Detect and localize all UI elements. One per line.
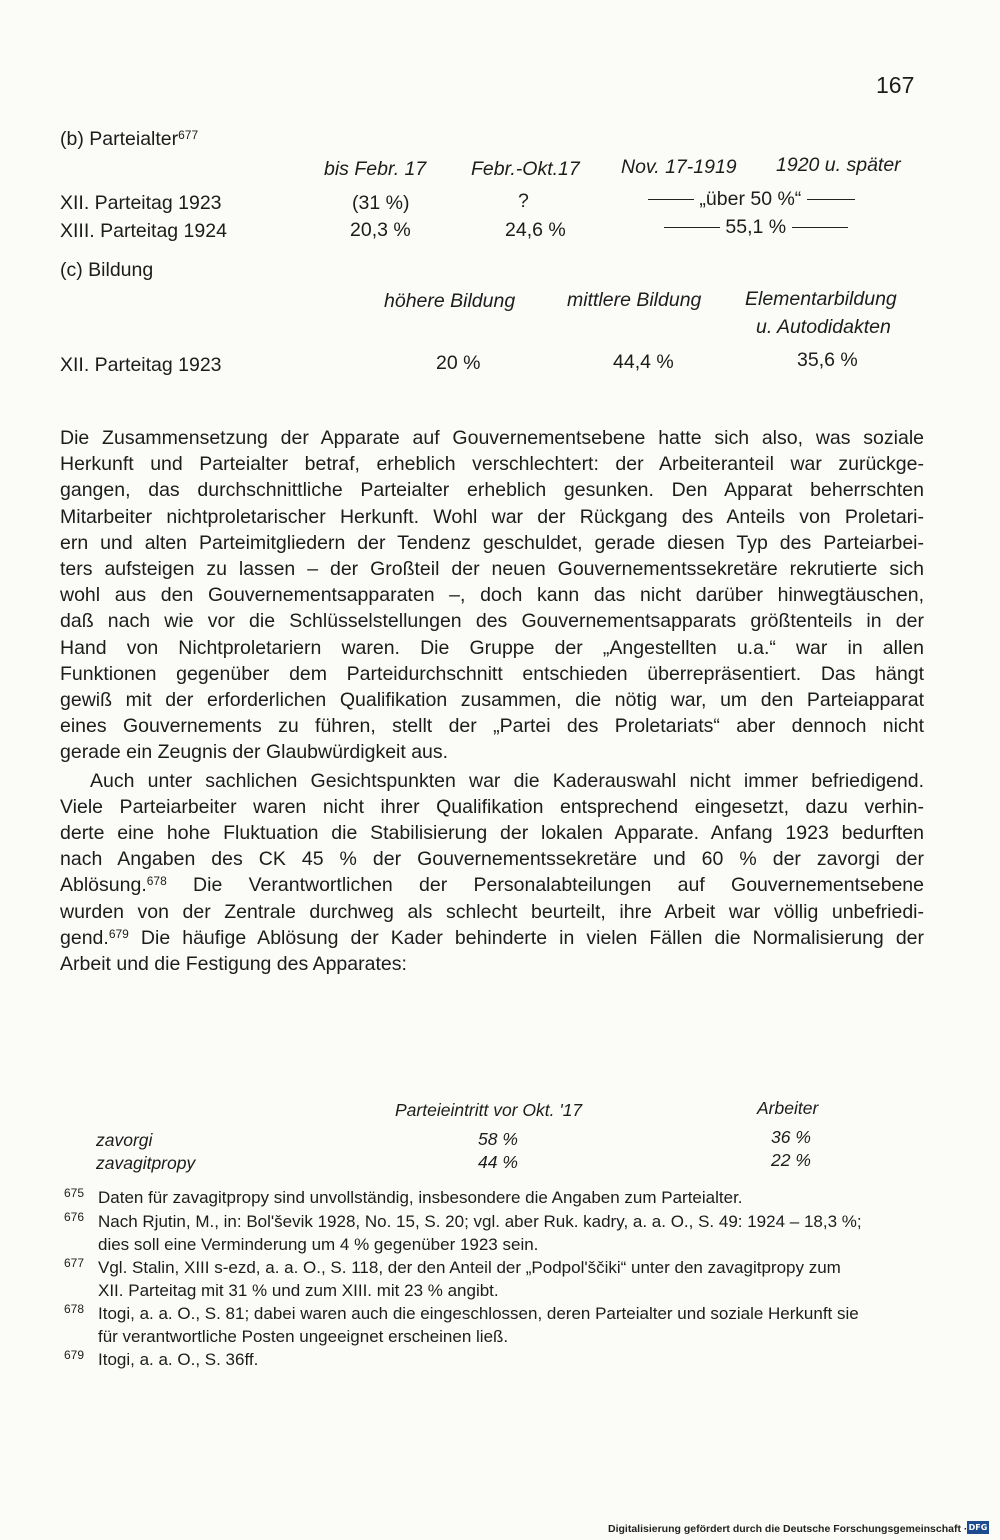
text-fragment: Die häufige Ablösung der Kader behinderte in vielen Fällen die Normalisierung der	[128, 926, 924, 949]
text-line: Viele Parteiarbeiter waren nicht ihrer Qualifikation entsprechend eingesetzt, dazu verhin-	[60, 795, 924, 818]
text-line: Hand von Nichtproletariern waren. Die Gruppe der „Angestellten u.a.“ war in allen	[60, 636, 924, 659]
table-c-row1-c2: 44,4 %	[613, 351, 674, 373]
table2-header-2: Arbeiter	[757, 1098, 819, 1118]
text-line: Funktionen gegenüber dem Parteidurchschnitt entschieden überrepräsentiert. Das hängt	[60, 662, 924, 685]
footnote-text: dies soll eine Verminderung um 4 % gegenüber 1923 sein.	[98, 1235, 539, 1254]
section-b-label	[60, 128, 198, 151]
table2-row2-v1: 44 %	[478, 1152, 518, 1172]
dash-right	[807, 199, 855, 200]
text-line: derte eine hohe Fluktuation die Stabilisierung der lokalen Apparate. Anfang 1923 bedurften	[60, 822, 924, 845]
text-line: Arbeit und die Festigung des Apparates:	[60, 953, 407, 976]
text-line: ters aufsteigen zu lassen – der Großteil der neuen Gouvernementssekretäre rekrutierte sich	[60, 558, 924, 581]
footnote-number: 677	[64, 1256, 85, 1270]
text-line: Herkunft und Parteialter betraf, erheblich verschlechtert: der Arbeiteranteil war zurückge-	[60, 453, 924, 476]
footnote-text: Itogi, a. a. O., S. 81; dabei waren auch die eingeschlossen, deren Parteialter und soziale Herkunft sie	[98, 1304, 859, 1323]
table-b-row2-c1: 20,3 %	[350, 219, 411, 241]
table2-row1-v2: 36 %	[771, 1127, 811, 1147]
text-line: gangen, das durchschnittliche Parteialter erheblich gesunken. Den Apparat beherrschten	[60, 479, 924, 502]
table-b-row1-c34-text: „über 50 %“	[699, 188, 802, 210]
footnote-text: Daten für zavagitpropy sind unvollständig, insbesondere die Angaben zum Parteialter.	[98, 1188, 743, 1207]
table-b-row2-c2: 24,6 %	[505, 219, 566, 241]
dash-left	[648, 199, 694, 200]
table-b-row1-c2: ?	[518, 190, 529, 212]
text-line: gewiß mit der erforderlichen Qualifikation zusammen, die nötig war, um den Parteiapparat	[60, 689, 924, 712]
section-b-label-text: (b) Parteialter	[60, 128, 179, 150]
footnote-text: Nach Rjutin, M., in: Bol'ševik 1928, No. 15, S. 20; vgl. aber Ruk. kadry, a. a. O., S. 49: 1924 – 18,3 %;	[98, 1212, 862, 1231]
table2-row1-label: zavorgi	[96, 1130, 153, 1150]
table-c-row1-label: XII. Parteitag 1923	[60, 354, 222, 376]
table-c-header-3: Elementarbildung	[745, 288, 897, 310]
text-line: wurden von der Zentrale durchweg als schlecht beurteilt, ihre Arbeit war völlig unbefriedi-	[60, 900, 924, 923]
text-line	[60, 925, 924, 951]
footnote-678	[64, 1302, 932, 1348]
footnote-675	[64, 1186, 932, 1209]
table-b-row2-label: XIII. Parteitag 1924	[60, 220, 227, 242]
footnote-number: 675	[64, 1186, 85, 1200]
text-line: gerade ein Zeugnis der Glaubwürdigkeit aus.	[60, 741, 449, 764]
text-fragment: Die Verantwortlichen der Personalabteilungen auf Gouvernementsebene	[166, 874, 924, 897]
table2-row2-v2: 22 %	[771, 1150, 811, 1170]
table2-row2-label: zavagitpropy	[96, 1153, 196, 1173]
footnote-text: Itogi, a. a. O., S. 36ff.	[98, 1350, 259, 1369]
footnote-ref-678: 678	[146, 874, 167, 889]
table-b-row1-label: XII. Parteitag 1923	[60, 192, 222, 214]
text-line: eines Gouvernements zu führen, stellt der „Partei des Proletariats“ aber dennoch nicht	[60, 715, 924, 738]
footnote-number: 676	[64, 1210, 85, 1224]
footnote-ref-677: 677	[178, 128, 199, 142]
text-line: wohl aus den Gouvernementsapparaten –, doch kann das nicht darüber hinwegtäuschen,	[60, 584, 924, 607]
digitization-credit: Digitalisierung gefördert durch die Deutsche Forschungsgemeinschaft ·	[608, 1523, 968, 1535]
footnote-text: für verantwortliche Posten ungeeignet erscheinen ließ.	[98, 1327, 509, 1346]
table-c-header-2: mittlere Bildung	[567, 289, 702, 311]
table-b-row1-c34	[648, 188, 855, 211]
table-c-header-1: höhere Bildung	[384, 290, 516, 312]
footnote-679	[64, 1348, 932, 1371]
table-b-header-4: 1920 u. später	[776, 154, 901, 176]
table-b-row2-c34	[664, 216, 848, 239]
text-line: daß nach wie vor die Schlüsselstellungen des Gouvernementsapparats größtenteils in der	[60, 610, 924, 633]
table2-row1-v1: 58 %	[478, 1129, 518, 1149]
text-fragment: Ablösung.	[60, 874, 147, 897]
table-c-row1-c1: 20 %	[436, 352, 481, 374]
dfg-logo: DFG	[968, 1523, 988, 1532]
table-b-header-3: Nov. 17-1919	[621, 156, 737, 178]
text-line: Die Zusammensetzung der Apparate auf Gouvernementsebene hatte sich also, was soziale	[60, 427, 924, 449]
text-line	[60, 872, 924, 898]
footnote-number: 678	[64, 1302, 85, 1316]
text-line: nach Angaben des CK 45 % der Gouvernementssekretäre und 60 % der zavorgi der	[60, 848, 924, 871]
text-line: Mitarbeiter nichtproletarischer Herkunft. Wohl war der Rückgang des Anteils von Proletari-	[60, 505, 924, 528]
section-c-label: (c) Bildung	[60, 259, 154, 281]
dash-left	[664, 227, 720, 228]
table-b-header-2: Febr.-Okt.17	[471, 158, 580, 180]
footnote-text: Vgl. Stalin, XIII s-ezd, a. a. O., S. 118, der den Anteil der „Podpol'ščiki“ unter den zavagitpropy zum	[98, 1258, 841, 1277]
footnote-676	[64, 1210, 932, 1256]
table-c-row1-c3: 35,6 %	[797, 349, 858, 371]
table-c-header-4: u. Autodidakten	[756, 316, 891, 338]
text-line: Auch unter sachlichen Gesichtspunkten war die Kaderauswahl nicht immer befriedigend.	[90, 769, 924, 792]
table-b-header-1: bis Febr. 17	[324, 158, 427, 180]
table-b-row2-c34-text: 55,1 %	[725, 216, 787, 238]
body-text	[60, 425, 924, 977]
text-fragment: gend.	[60, 926, 109, 949]
footnote-ref-679: 679	[108, 926, 129, 941]
table-b-row1-c1: (31 %)	[352, 192, 410, 214]
page-number: 167	[876, 72, 915, 98]
table2-header-1: Parteieintritt vor Okt. '17	[395, 1100, 583, 1120]
text-line: ern und alten Parteimitgliedern der Tendenz geschuldet, gerade diesen Typ des Parteiarbei-	[60, 531, 924, 554]
footnote-677	[64, 1256, 932, 1302]
footnote-number: 679	[64, 1348, 85, 1362]
paragraph-1	[60, 425, 924, 766]
dash-right	[792, 227, 848, 228]
footnote-text: XII. Parteitag mit 31 % und zum XIII. mit 23 % angibt.	[98, 1281, 499, 1300]
paragraph-2	[60, 768, 924, 978]
